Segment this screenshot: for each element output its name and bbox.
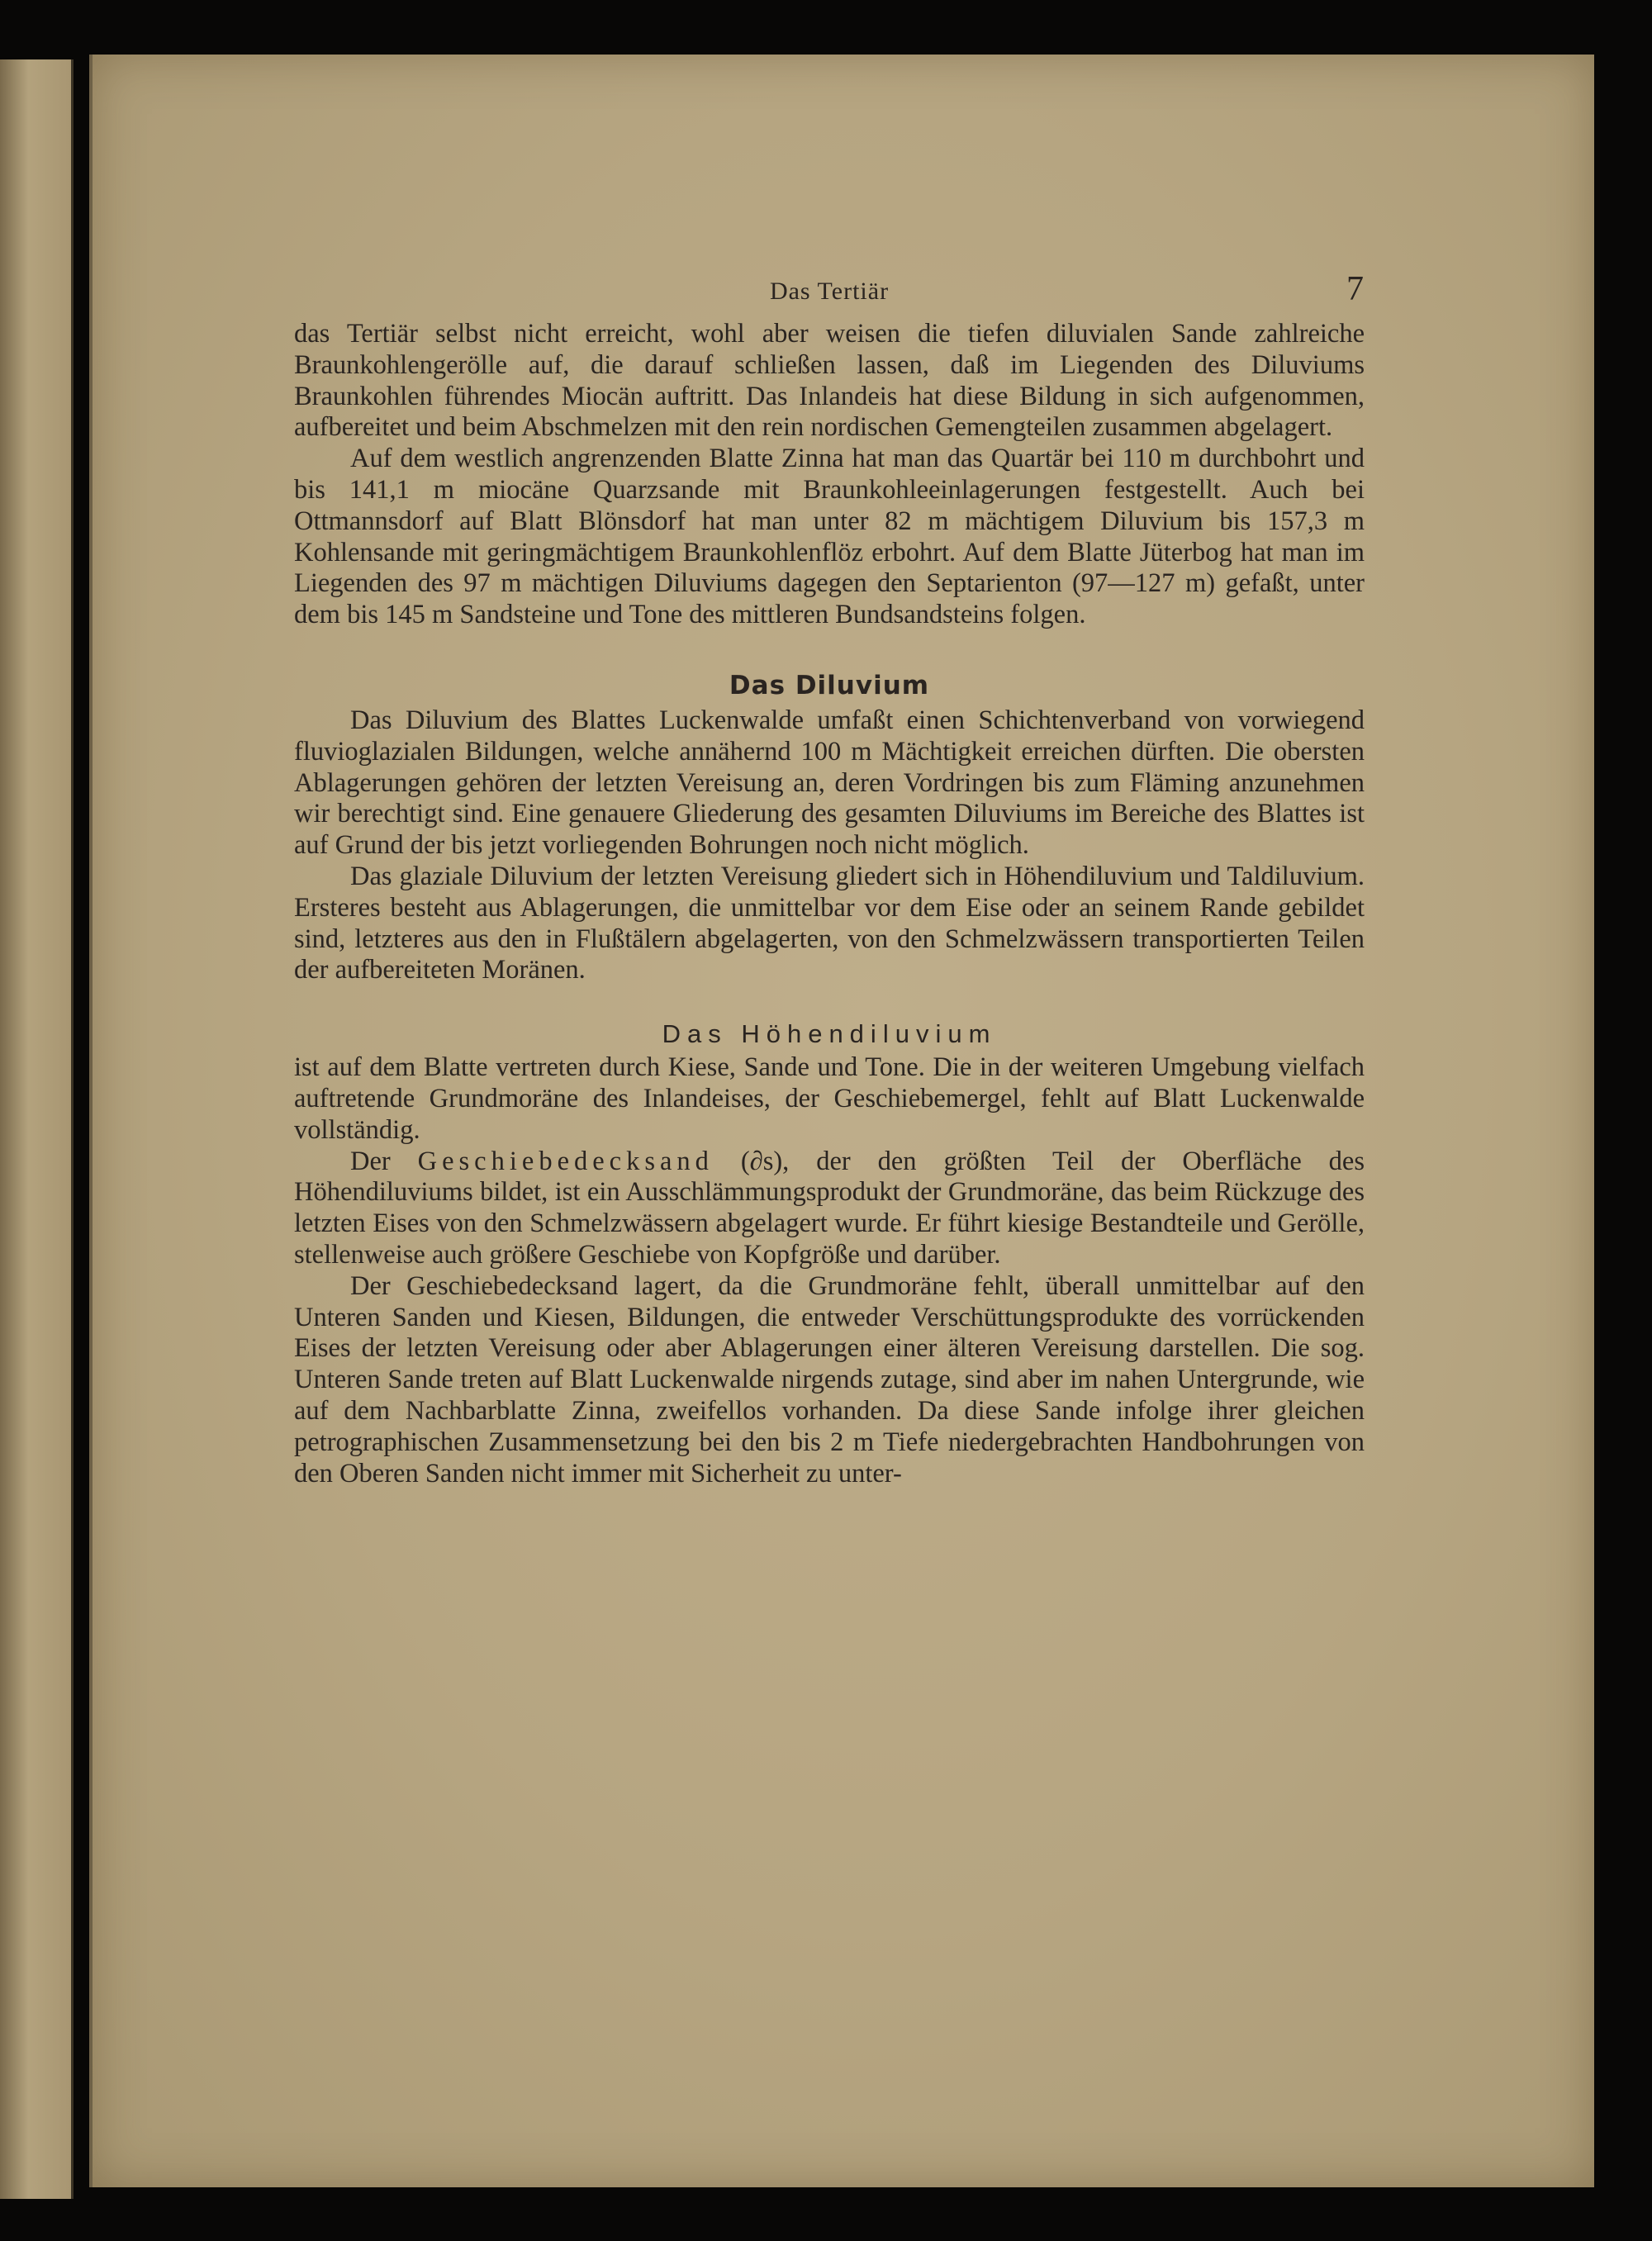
running-header [294, 268, 1365, 319]
paragraph-rest: (∂s), der den größten Teil der Oberfläche des Höhendiluviums bildet, ist ein Ausschlämmungsprodukt der Grundmoräne, das beim Rückzuge des letzten Eises von den Schmelzwässern abgelagert wurde. Er führt kiesige Bestandteile und Gerölle, stellenweise auch größere Geschiebe von Kopfgröße und darüber. [294, 1146, 1365, 1270]
paragraph: Auf dem westlich angrenzenden Blatte Zinna hat man das Quartär bei 110 m durchbohrt und bis 141,1 m miocäne Quarzsande mit Braunkohleeinlagerungen festgestellt. Auch bei Ottmannsdorf auf Blatt Blönsdorf hat man unter 82 m mächtigem Diluvium bis 157,3 m Kohlensande mit geringmächtigem Braunkohlenflöz erbohrt. Auf dem Blatte Jüterbog hat man im Liegenden des 97 m mächtigen Diluviums dagegen den Septarienton (97—127 m) gefaßt, unter dem bis 145 m Sandsteine und Tone des mittleren Bundsandsteins folgen. [294, 444, 1365, 630]
previous-page-edge [0, 59, 74, 2199]
page-sheet [89, 55, 1594, 2187]
running-title: Das Tertiär [769, 278, 890, 305]
emphasized-term: Geschiebedecksand [417, 1146, 714, 1176]
paragraph: Der Geschiebedecksand lagert, da die Grundmoräne fehlt, überall unmittelbar auf den Unteren Sanden und Kiesen, Bildungen, die entweder Verschüttungsprodukte des vorrückenden Eises der letzten Vereisung oder aber Ablagerungen einer älteren Vereisung darstellen. Die sog. Unteren Sande treten auf Blatt Luckenwalde nirgends zutage, sind aber im nahen Untergrunde, wie auf dem Nachbarblatte Zinna, zweifellos vorhanden. Da diese Sande infolge ihrer gleichen petrographischen Zusammensetzung bei den bis 2 m Tiefe niedergebrachten Handbohrungen von den Oberen Sanden nicht immer mit Sicherheit zu unter- [294, 1270, 1365, 1488]
paragraph: das Tertiär selbst nicht erreicht, wohl aber weisen die tiefen diluvialen Sande zahlreiche Braunkohlengerölle auf, die darauf schließen lassen, daß im Liegenden des Diluviums Braunkohlen führendes Miocän auftritt. Das Inlandeis hat diese Bildung in sich aufgenommen, aufbereitet und beim Abschmelzen mit den rein nordischen Gemengteilen zusammen abgelagert. [294, 319, 1365, 443]
subsection-heading-hoehendiluvium: Das Höhendiluvium [662, 1019, 997, 1049]
page-number: 7 [1346, 270, 1365, 308]
paragraph: Das glaziale Diluvium der letzten Vereisung gliedert sich in Höhendiluvium und Taldiluvium. Ersteres besteht aus Ablagerungen, die unmittelbar vor dem Eise oder an seinem Rande gebildet sind, letzteres aus den in Flußtälern abgelagerten, von den Schmelzwässern transportierten Teilen der aufbereiteten Moränen. [294, 861, 1365, 985]
paragraph: ist auf dem Blatte vertreten durch Kiese, Sande und Tone. Die in der weiteren Umgebung vielfach auftretende Grundmoräne des Inlandeises, der Geschiebemergel, fehlt auf Blatt Luckenwalde vollständig. [294, 1052, 1365, 1145]
paragraph-geschiebedecksand [294, 1147, 1365, 1271]
paragraph: Das Diluvium des Blattes Luckenwalde umfaßt einen Schichtenverband von vorwiegend fluvioglazialen Bildungen, welche annähernd 100 m Mächtigkeit erreichen dürften. Die obersten Ablagerungen gehören der letzten Vereisung an, deren Vordringen bis zum Fläming anzunehmen wir berechtigt sind. Eine genauere Gliederung des gesamten Diluviums im Bereiche des Blattes ist auf Grund der bis jetzt vorliegenden Bohrungen noch nicht möglich. [294, 705, 1365, 861]
section-heading-diluvium: Das Diluvium [729, 670, 930, 700]
paragraph-lead: Der [350, 1146, 418, 1176]
page-content [294, 268, 1365, 1489]
